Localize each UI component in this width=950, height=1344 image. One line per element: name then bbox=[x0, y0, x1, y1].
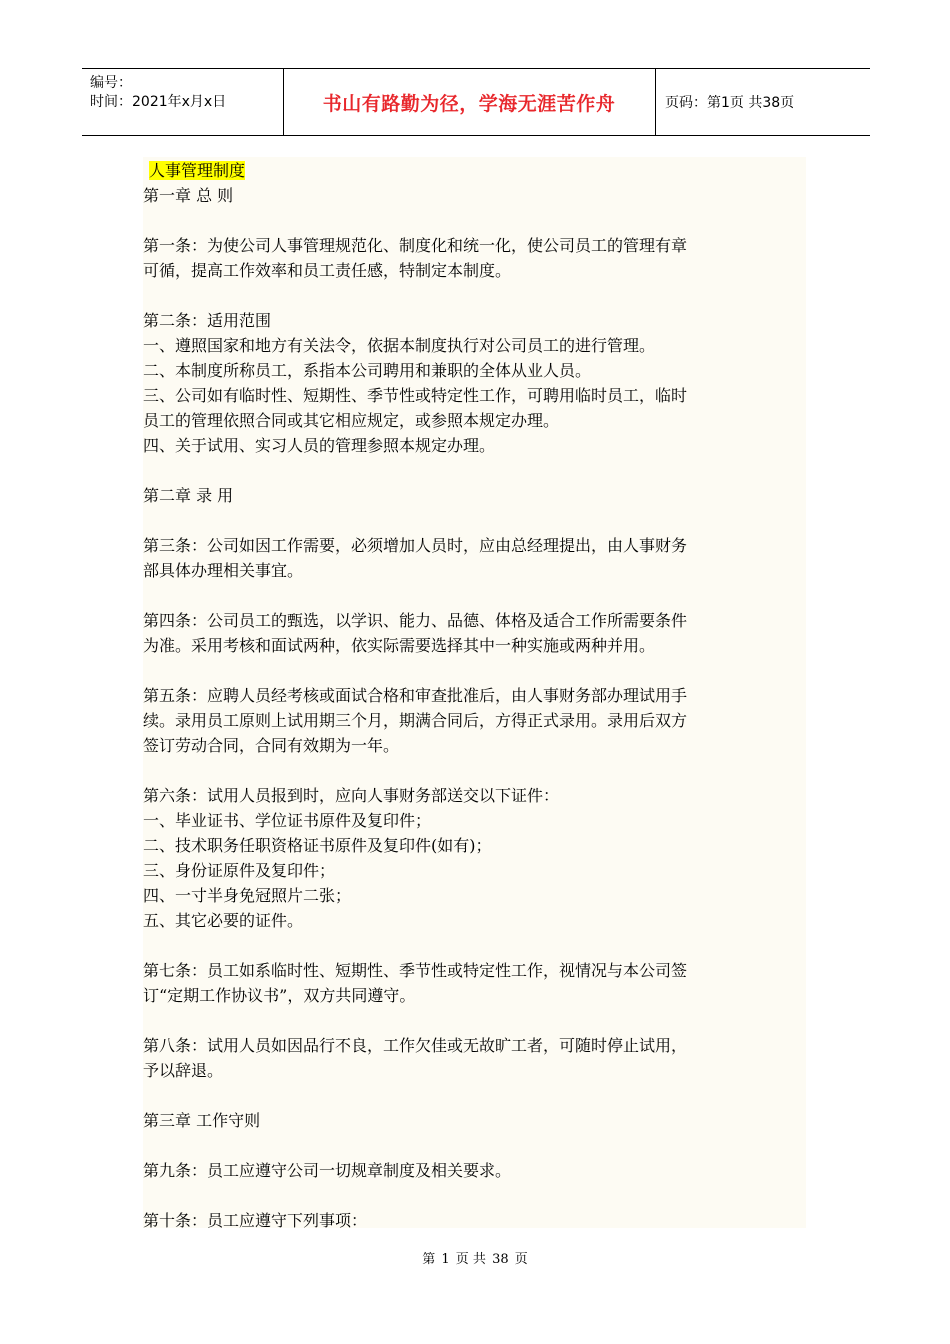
footer-page-number: 1 bbox=[441, 1252, 450, 1267]
paragraph-line: 第三条：公司如因工作需要，必须增加人员时，应由总经理提出，由人事财务 bbox=[143, 536, 688, 555]
title-highlight: 人事管理制度 bbox=[149, 161, 246, 180]
footer-mid: 页 共 bbox=[455, 1252, 486, 1267]
chapter-heading: 第一章 总 则 bbox=[143, 186, 234, 205]
list-item: 三、身份证原件及复印件； bbox=[143, 861, 336, 880]
number-label: 编号： bbox=[90, 75, 132, 91]
paragraph-line: 第七条：员工如系临时性、短期性、季节性或特定性工作，视情况与本公司签 bbox=[143, 961, 688, 980]
header-divider bbox=[655, 68, 656, 136]
page-header bbox=[82, 68, 870, 136]
paragraph-line: 第二条：适用范围 bbox=[143, 311, 272, 330]
paragraph-line: 部具体办理相关事宜。 bbox=[143, 561, 304, 580]
list-item: 二、技术职务任职资格证书原件及复印件(如有)； bbox=[143, 836, 492, 855]
time-label: 时间：2021年x月x日 bbox=[90, 94, 227, 110]
paragraph-line: 三、公司如有临时性、短期性、季节性或特定性工作，可聘用临时员工，临时 bbox=[143, 386, 688, 405]
page-footer bbox=[0, 1248, 950, 1267]
footer-prefix: 第 bbox=[422, 1252, 436, 1267]
paragraph-line: 第五条：应聘人员经考核或面试合格和审查批准后，由人事财务部办理试用手 bbox=[143, 686, 688, 705]
paragraph-line: 员工的管理依照合同或其它相应规定，或参照本规定办理。 bbox=[143, 411, 560, 430]
paragraph-line: 续。录用员工原则上试用期三个月，期满合同后，方得正式录用。录用后双方 bbox=[143, 711, 688, 730]
paragraph-line: 第九条：员工应遵守公司一切规章制度及相关要求。 bbox=[143, 1161, 512, 1180]
paragraph-line: 为准。采用考核和面试两种，依实际需要选择其中一种实施或两种并用。 bbox=[143, 636, 656, 655]
document-title bbox=[149, 159, 245, 183]
footer-total-pages: 38 bbox=[492, 1252, 509, 1267]
paragraph-line: 第一条：为使公司人事管理规范化、制度化和统一化，使公司员工的管理有章 bbox=[143, 236, 688, 255]
chapter-heading: 第二章 录 用 bbox=[143, 486, 234, 505]
footer-suffix: 页 bbox=[514, 1252, 528, 1267]
list-item: 五、其它必要的证件。 bbox=[143, 911, 304, 930]
paragraph-line: 第四条：公司员工的甄选，以学识、能力、品德、体格及适合工作所需要条件 bbox=[143, 611, 688, 630]
paragraph-line: 可循，提高工作效率和员工责任感，特制定本制度。 bbox=[143, 261, 512, 280]
paragraph-line: 签订劳动合同，合同有效期为一年。 bbox=[143, 736, 400, 755]
paragraph-line: 四、关于试用、实习人员的管理参照本规定办理。 bbox=[143, 436, 496, 455]
paragraph-line: 二、本制度所称员工，系指本公司聘用和兼职的全体从业人员。 bbox=[143, 361, 592, 380]
chapter-heading: 第三章 工作守则 bbox=[143, 1111, 261, 1130]
header-motto: 书山有路勤为径，学海无涯苦作舟 bbox=[322, 92, 616, 115]
paragraph-line: 第八条：试用人员如因品行不良，工作欠佳或无故旷工者，可随时停止试用， bbox=[143, 1036, 688, 1055]
document-body bbox=[143, 157, 806, 1228]
list-item: 一、毕业证书、学位证书原件及复印件； bbox=[143, 811, 432, 830]
paragraph-line: 订“定期工作协议书”，双方共同遵守。 bbox=[143, 986, 416, 1005]
paragraph-line: 第十条：员工应遵守下列事项： bbox=[143, 1211, 368, 1230]
paragraph-line: 一、遵照国家和地方有关法令，依据本制度执行对公司员工的进行管理。 bbox=[143, 336, 656, 355]
paragraph-line: 予以辞退。 bbox=[143, 1061, 224, 1080]
list-item: 四、一寸半身免冠照片二张； bbox=[143, 886, 352, 905]
header-meta bbox=[90, 74, 226, 112]
paragraph-line: 第六条：试用人员报到时，应向人事财务部送交以下证件： bbox=[143, 786, 560, 805]
header-page-info: 页码：第1页 共38页 bbox=[665, 95, 795, 111]
